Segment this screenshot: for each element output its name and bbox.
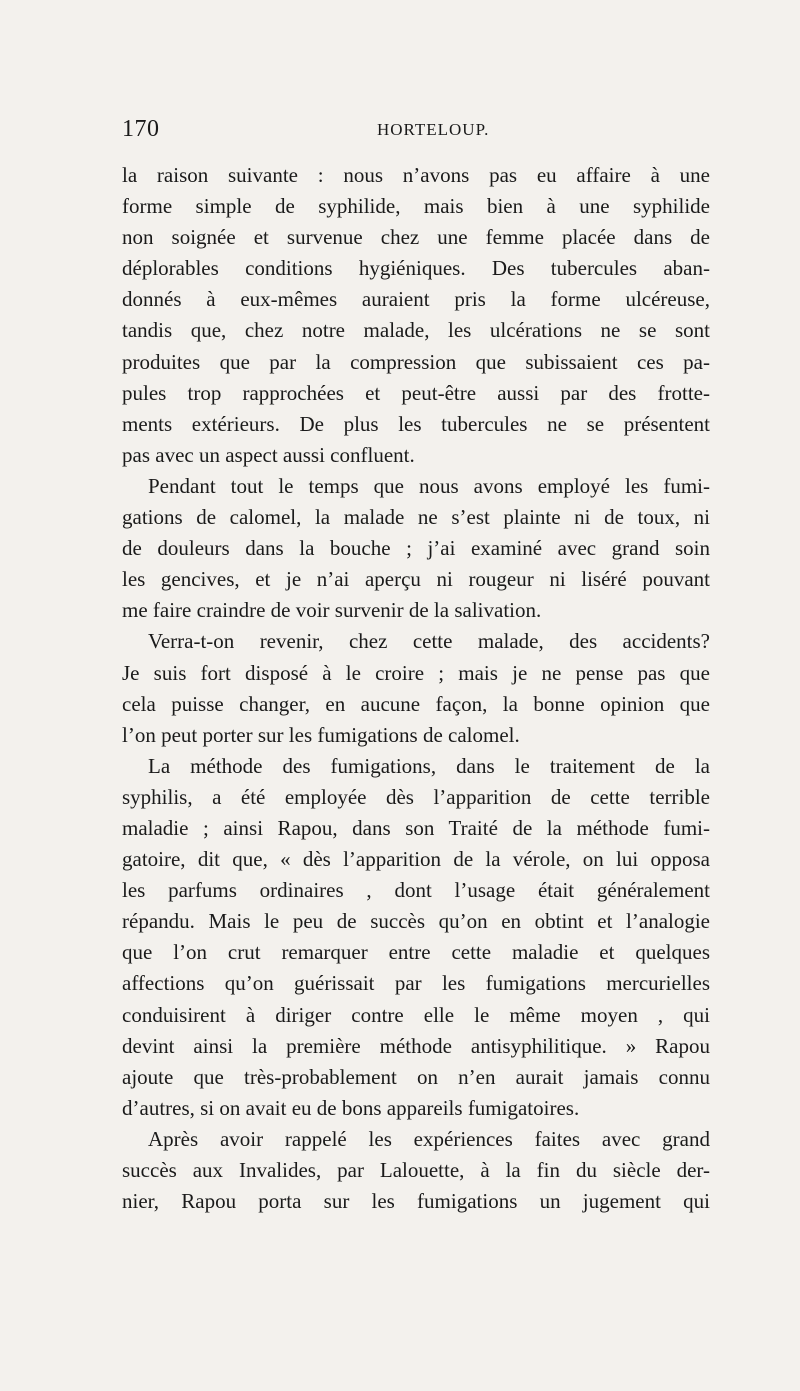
page-header xyxy=(122,116,712,146)
text-line: Verra-t-on revenir, chez cette malade, des accidents? xyxy=(148,629,710,654)
text-line: affections qu’on guérissait par les fumigations mercurielles xyxy=(122,971,710,996)
text-line: d’autres, si on avait eu de bons appareils fumigatoires. xyxy=(122,1095,580,1120)
text-line: les gencives, et je n’ai aperçu ni rougeur ni liséré pouvant xyxy=(122,567,710,592)
text-line: les parfums ordinaires , dont l’usage était généralement xyxy=(122,878,710,903)
text-line: forme simple de syphilide, mais bien à une syphilide xyxy=(122,194,710,219)
text-line: Après avoir rappelé les expériences faites avec grand xyxy=(148,1126,710,1151)
text-line: répandu. Mais le peu de succès qu’on en obtint et l’analogie xyxy=(122,909,710,934)
text-line: syphilis, a été employée dès l’apparition de cette terrible xyxy=(122,784,710,809)
text-line: La méthode des fumigations, dans le traitement de la xyxy=(148,753,710,778)
text-line: non soignée et survenue chez une femme placée dans de xyxy=(122,225,710,250)
text-line: l’on peut porter sur les fumigations de calomel. xyxy=(122,722,520,747)
text-line: conduisirent à diriger contre elle le même moyen , qui xyxy=(122,1002,710,1027)
text-line: nier, Rapou porta sur les fumigations un jugement qui xyxy=(122,1189,710,1214)
text-line: que l’on crut remarquer entre cette maladie et quelques xyxy=(122,940,710,965)
text-line: me faire craindre de voir survenir de la salivation. xyxy=(122,598,542,623)
text-line: la raison suivante : nous n’avons pas eu affaire à une xyxy=(122,163,710,187)
text-line: gations de calomel, la malade ne s’est plainte ni de toux, ni xyxy=(122,505,710,530)
text-line: Je suis fort disposé à le croire ; mais je ne pense pas que xyxy=(122,660,710,685)
text-line: pas avec un aspect aussi confluent. xyxy=(122,442,415,467)
text-line: de douleurs dans la bouche ; j’ai examiné avec grand soin xyxy=(122,536,710,561)
body-text xyxy=(122,160,710,1217)
text-line: ments extérieurs. De plus les tubercules ne se présentent xyxy=(122,411,710,436)
text-line: tandis que, chez notre malade, les ulcérations ne se sont xyxy=(122,318,710,343)
text-line: donnés à eux-mêmes auraient pris la forme ulcéreuse, xyxy=(122,287,710,312)
text-line: maladie ; ainsi Rapou, dans son Traité de la méthode fumi- xyxy=(122,815,710,840)
page-number: 170 xyxy=(122,116,160,142)
text-line: ajoute que très-probablement on n’en aurait jamais connu xyxy=(122,1064,710,1089)
text-line: gatoire, dit que, « dès l’apparition de la vérole, on lui opposa xyxy=(122,847,710,872)
text-line: produites que par la compression que subissaient ces pa- xyxy=(122,349,710,374)
running-head: HORTELOUP. xyxy=(377,120,490,139)
text-line: devint ainsi la première méthode antisyphilitique. » Rapou xyxy=(122,1033,710,1058)
text-line: déplorables conditions hygiéniques. Des tubercules aban- xyxy=(122,256,710,281)
text-line: Pendant tout le temps que nous avons employé les fumi- xyxy=(148,473,710,498)
text-line: succès aux Invalides, par Lalouette, à la fin du siècle der- xyxy=(122,1158,710,1182)
text-line: pules trop rapprochées et peut-être aussi par des frotte- xyxy=(122,380,710,405)
text-line: cela puisse changer, en aucune façon, la bonne opinion que xyxy=(122,691,710,716)
